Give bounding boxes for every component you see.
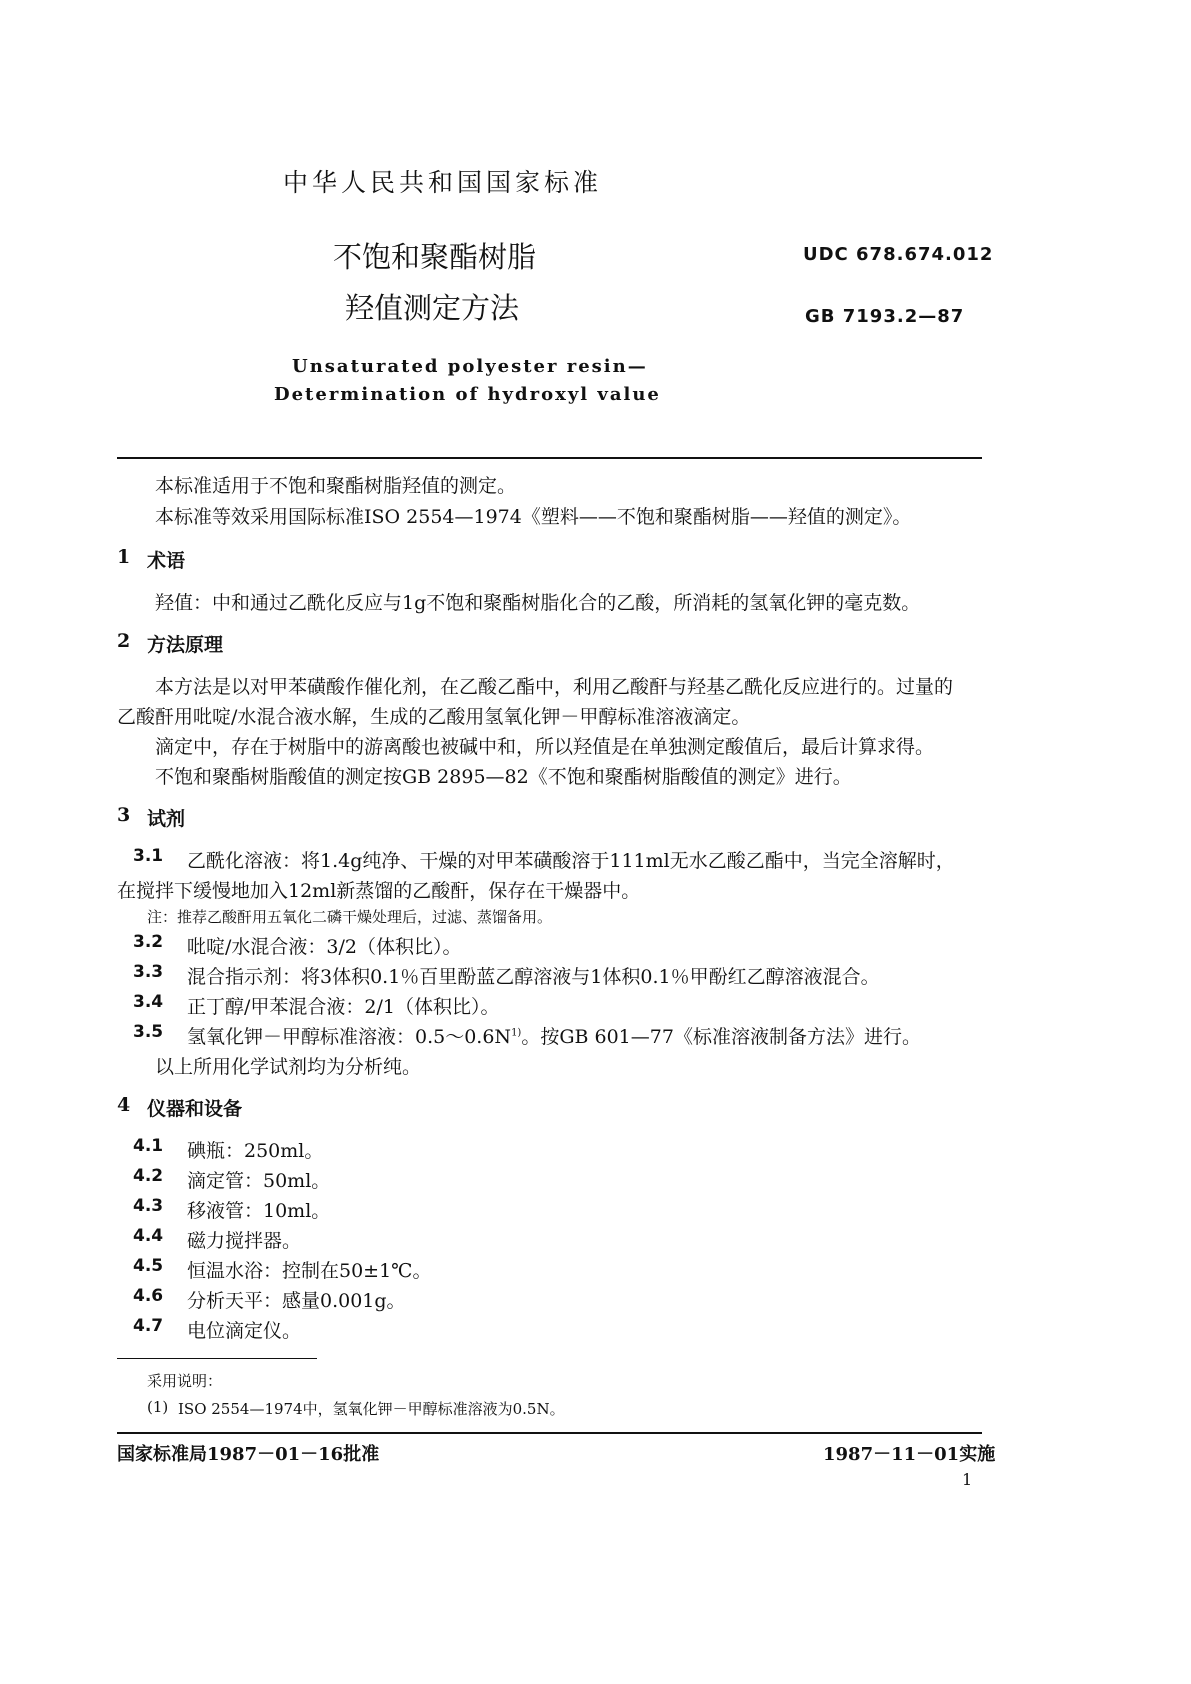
doc-title-line2: 羟值测定方法 <box>345 291 520 325</box>
item-4-4-text: 磁力搅拌器。 <box>187 1230 302 1252</box>
item-3-4-number: 3.4 <box>133 992 164 1012</box>
header-divider <box>117 457 982 459</box>
section-4-number: 4 <box>117 1094 131 1116</box>
item-4-3-text: 移液管：10ml。 <box>187 1200 331 1222</box>
item-3-5-number: 3.5 <box>133 1022 164 1042</box>
item-3-5-text-post: 。按GB 601—77《标准溶液制备方法》进行。 <box>521 1026 921 1048</box>
item-4-3-number: 4.3 <box>133 1196 164 1216</box>
item-3-1-line2: 在搅拌下缓慢地加入12ml新蒸馏的乙酸酐，保存在干燥器中。 <box>117 880 641 902</box>
gb-code: GB 7193.2—87 <box>805 306 965 327</box>
footnote-marker: (1) <box>147 1398 169 1416</box>
section-1-definition: 羟值：中和通过乙酰化反应与1g不饱和聚酯树脂化合的乙酸，所消耗的氢氧化钾的毫克数。 <box>155 592 921 614</box>
item-4-7-number: 4.7 <box>133 1316 164 1336</box>
doc-title-line1: 不饱和聚酯树脂 <box>333 240 537 274</box>
effective-date: 1987－11－01实施 <box>823 1444 996 1465</box>
section-2-para1-line2: 乙酸酐用吡啶/水混合液水解，生成的乙酸用氢氧化钾－甲醇标准溶液滴定。 <box>117 706 751 728</box>
section-2-para1-line1: 本方法是以对甲苯磺酸作催化剂，在乙酸乙酯中，利用乙酸酐与羟基乙酰化反应进行的。过量的 <box>155 676 954 698</box>
footnote-divider <box>117 1358 317 1359</box>
udc-code: UDC 678.674.012 <box>803 244 994 265</box>
item-4-6-number: 4.6 <box>133 1286 164 1306</box>
intro-equivalence: 本标准等效采用国际标准ISO 2554—1974《塑料——不饱和聚酯树脂——羟值的测定》。 <box>155 506 912 528</box>
item-3-1-note: 注：推荐乙酸酐用五氧化二磷干燥处理后，过滤、蒸馏备用。 <box>147 908 553 926</box>
item-4-2-number: 4.2 <box>133 1166 164 1186</box>
section-2-para3: 不饱和聚酯树脂酸值的测定按GB 2895—82《不饱和聚酯树脂酸值的测定》进行。 <box>155 766 852 788</box>
section-1-number: 1 <box>117 546 131 568</box>
item-3-2-number: 3.2 <box>133 932 164 952</box>
section-2-para2: 滴定中，存在于树脂中的游离酸也被碱中和，所以羟值是在单独测定酸值后，最后计算求得。 <box>155 736 935 758</box>
item-3-4-text: 正丁醇/甲苯混合液：2/1（体积比）。 <box>187 996 500 1018</box>
page-number: 1 <box>962 1470 973 1489</box>
national-standard-heading: 中华人民共和国国家标准 <box>283 168 603 197</box>
item-4-5-text: 恒温水浴：控制在50±1℃。 <box>187 1260 432 1282</box>
english-title-line2: Determination of hydroxyl value <box>274 384 661 405</box>
item-4-6-text: 分析天平：感量0.001g。 <box>187 1290 406 1312</box>
approval-date: 国家标准局1987－01－16批准 <box>117 1444 380 1465</box>
english-title-line1: Unsaturated polyester resin— <box>292 356 648 377</box>
item-4-5-number: 4.5 <box>133 1256 164 1276</box>
section-2-number: 2 <box>117 630 131 652</box>
item-3-5-text-pre: 氢氧化钾－甲醇标准溶液：0.5～0.6N <box>187 1026 512 1048</box>
item-4-2-text: 滴定管：50ml。 <box>187 1170 331 1192</box>
section-3-title: 试剂 <box>147 808 186 830</box>
footnote-ref-marker: 1) <box>511 1027 522 1039</box>
item-3-1-line1: 乙酰化溶液：将1.4g纯净、干燥的对甲苯磺酸溶于111ml无水乙酸乙酯中，当完全溶解时， <box>187 850 955 872</box>
footnote-title: 采用说明： <box>147 1372 223 1390</box>
item-4-4-number: 4.4 <box>133 1226 164 1246</box>
section-3-number: 3 <box>117 804 131 826</box>
item-3-3-text: 混合指示剂：将3体积0.1％百里酚蓝乙醇溶液与1体积0.1％甲酚红乙醇溶液混合。 <box>187 966 880 988</box>
section-2-title: 方法原理 <box>147 634 224 656</box>
intro-scope: 本标准适用于不饱和聚酯树脂羟值的测定。 <box>155 475 517 497</box>
footer-divider <box>117 1432 982 1434</box>
item-3-3-number: 3.3 <box>133 962 164 982</box>
item-4-7-text: 电位滴定仪。 <box>187 1320 302 1342</box>
section-4-title: 仪器和设备 <box>147 1098 243 1120</box>
item-4-1-text: 碘瓶：250ml。 <box>187 1140 324 1162</box>
item-4-1-number: 4.1 <box>133 1136 164 1156</box>
item-3-1-number: 3.1 <box>133 846 164 866</box>
item-3-2-text: 吡啶/水混合液：3/2（体积比）。 <box>187 936 462 958</box>
section-3-closing: 以上所用化学试剂均为分析纯。 <box>155 1056 422 1078</box>
footnote-text: ISO 2554—1974中，氢氧化钾－甲醇标准溶液为0.5N。 <box>178 1400 565 1418</box>
item-3-5-text <box>187 1022 921 1049</box>
section-1-title: 术语 <box>147 550 186 572</box>
